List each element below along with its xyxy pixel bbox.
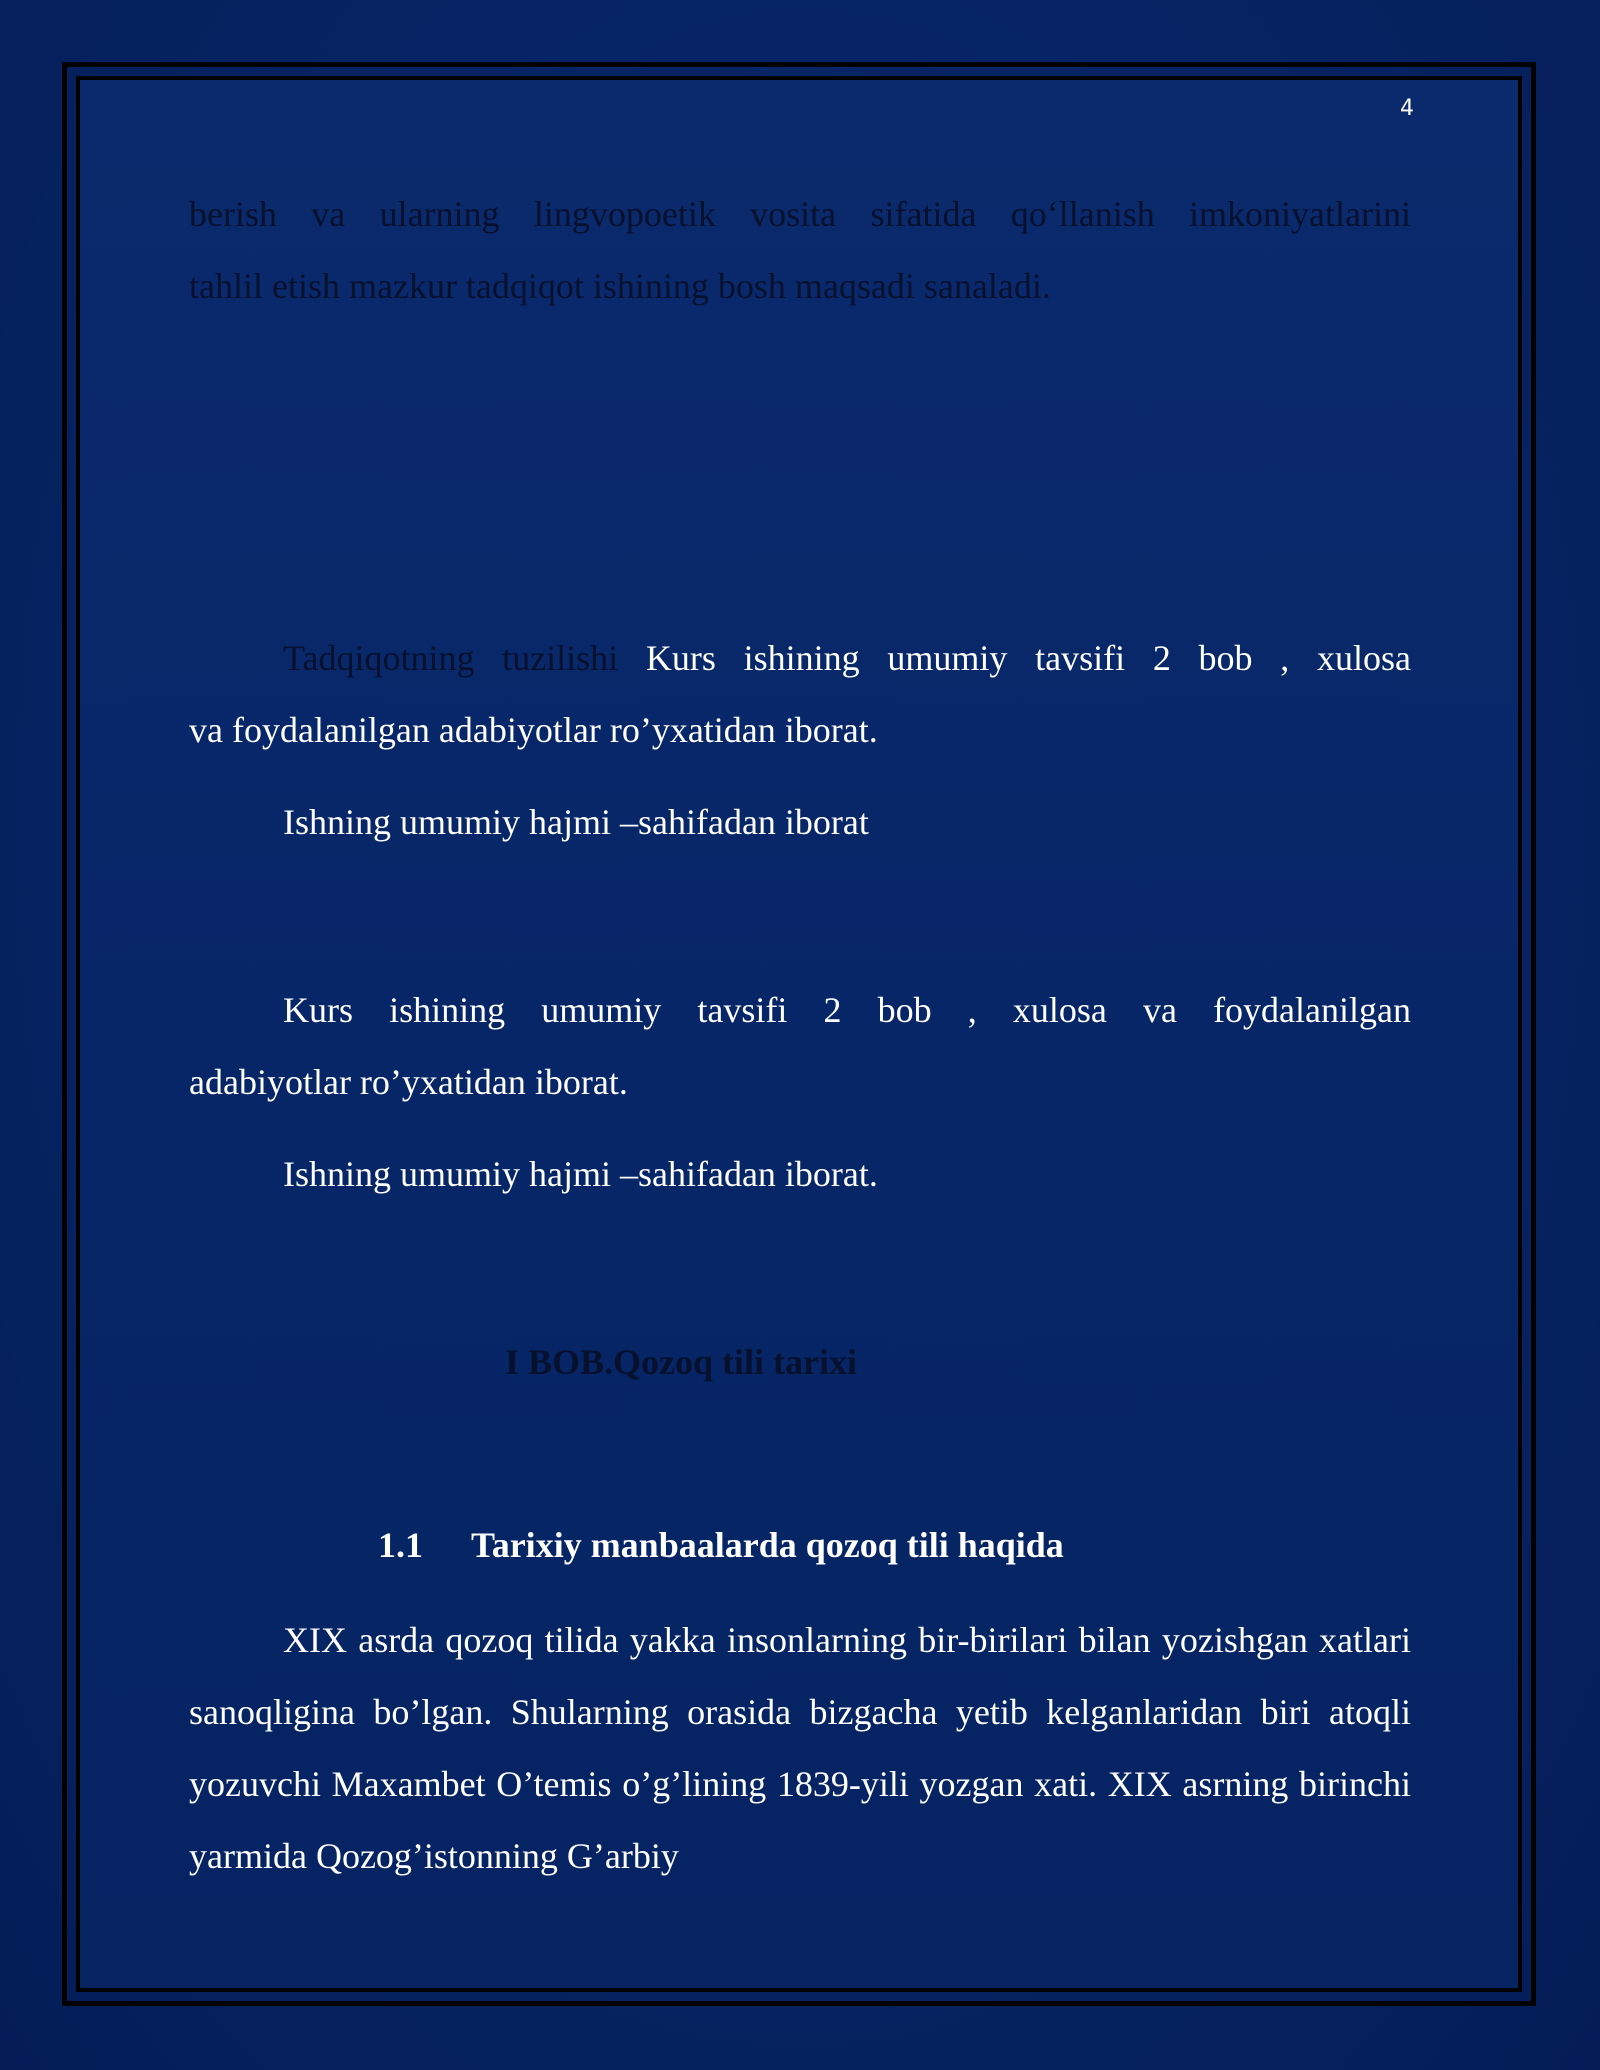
repeat-paragraph-line-1	[189, 974, 1411, 1046]
repeat-volume-line	[189, 1138, 1411, 1210]
structure-label: Tadqiqotning tuzilishi	[283, 638, 619, 678]
structure-paragraph-line-2: va foydalanilgan adabiyotlar ro’yxatidan iborat.	[189, 710, 878, 750]
repeat-line-1-text: Kurs ishining umumiy tavsifi 2 bob , xulosa va foydalanilgan	[283, 990, 1411, 1030]
intro-line-1: berish va ularning lingvopoetik vosita sifatida qo‘llanish imkoniyatlarini	[189, 194, 1411, 234]
chapter-title: I BOB.Qozoq tili tarixi	[505, 1342, 858, 1382]
structure-volume-text: Ishning umumiy hajmi –sahifadan iborat	[283, 802, 869, 842]
structure-line-1-rest: Kurs ishining umumiy tavsifi 2 bob , xulosa	[645, 638, 1411, 678]
repeat-paragraph-line-2: adabiyotlar ro’yxatidan iborat.	[189, 1062, 628, 1102]
page-number: 4	[1400, 96, 1414, 121]
section-heading	[378, 1515, 1064, 1575]
repeat-volume-text: Ishning umumiy hajmi –sahifadan iborat.	[283, 1154, 878, 1194]
section-number: 1.1	[378, 1525, 423, 1565]
section-title: Tarixiy manbaalarda qozoq tili haqida	[471, 1525, 1064, 1565]
body-paragraph-text: XIX asrda qozoq tilida yakka insonlarning bir-birilari bilan yozishgan xatlari sanoqligina bo’lgan. Shularning orasida bizgacha yetib kelganlaridan biri atoqli yozuvchi Maxambet O’temis o’g’lining 1839-yili yozgan xati. XIX asrning birinchi yarmida Qozog’istonning G’arbiy	[189, 1620, 1411, 1876]
structure-paragraph-line-1	[189, 622, 1411, 694]
intro-line-2: tahlil etish mazkur tadqiqot ishining bosh maqsadi sanaladi.	[189, 266, 1051, 306]
body-paragraph	[189, 1604, 1411, 1892]
structure-volume-line	[189, 786, 1411, 858]
